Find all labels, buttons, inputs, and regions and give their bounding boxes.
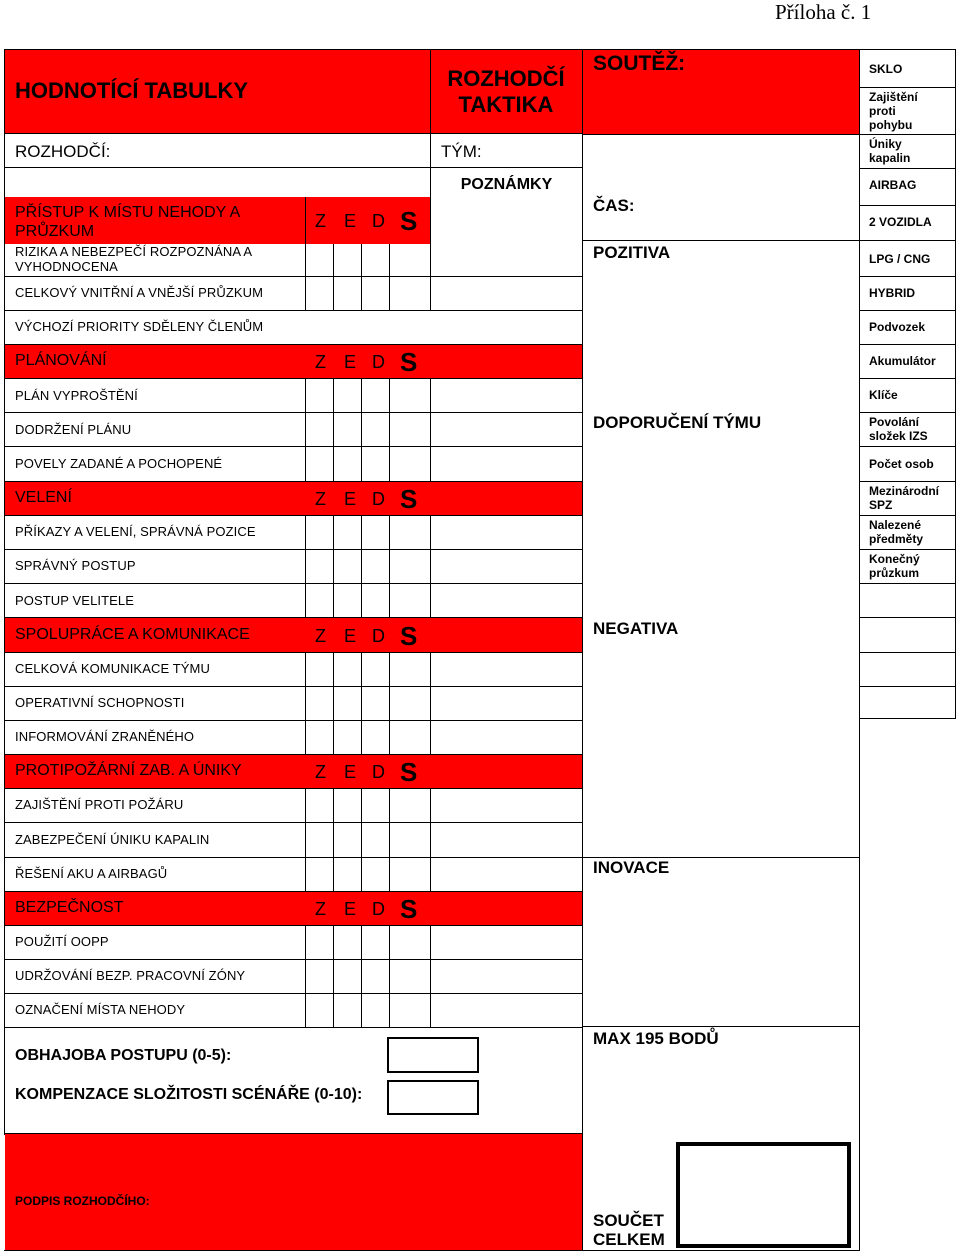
grade-s: S <box>400 206 418 236</box>
section-title-1: PŘÍSTUP K MÍSTU NEHODY A PRŮZKUM <box>15 204 240 240</box>
checklist-item-3: Úniky kapalin <box>869 137 911 165</box>
item-3-1: PŘÍKAZY A VELENÍ, SPRÁVNÁ POZICE <box>15 524 256 539</box>
section-title-2: PLÁNOVÁNÍ <box>15 352 107 369</box>
item-4-2: OPERATIVNÍ SCHOPNOSTI <box>15 695 185 710</box>
negatives-label: NEGATIVA <box>593 619 679 638</box>
grade-d: D <box>372 626 385 646</box>
item-4-1: CELKOVÁ KOMUNIKACE TÝMU <box>15 661 210 676</box>
complexity-score-box[interactable] <box>387 1080 479 1115</box>
grade-e: E <box>344 352 357 372</box>
section-title-6: BEZPEČNOST <box>15 899 124 916</box>
time-label: ČAS: <box>593 196 635 215</box>
grade-s: S <box>400 757 418 787</box>
item-1-3: VÝCHOZÍ PRIORITY SDĚLENY ČLENŮM <box>15 319 264 334</box>
grade-s: S <box>400 621 418 651</box>
item-1-1: RIZIKA A NEBEZPEČÍ ROZPOZNÁNA A VYHODNOCENA <box>15 244 252 274</box>
grade-e: E <box>344 211 357 231</box>
item-2-3: POVELY ZADANÉ A POCHOPENÉ <box>15 456 223 471</box>
checklist-item-12: Počet osob <box>869 457 934 471</box>
checklist-item-8: Podvozek <box>869 320 926 334</box>
signature-label: PODPIS ROZHODČÍHO: <box>15 1194 150 1208</box>
item-5-1: ZAJIŠTĚNÍ PROTI POŽÁRU <box>15 797 184 812</box>
total-label: SOUČET CELKEM <box>593 1211 665 1249</box>
grade-s: S <box>400 347 418 377</box>
team-recommendation-label: DOPORUČENÍ TÝMU <box>593 413 762 432</box>
checklist-item-13: Mezinárodní SPZ <box>869 484 940 512</box>
item-3-2: SPRÁVNÝ POSTUP <box>15 558 136 573</box>
grade-e: E <box>344 762 357 782</box>
grade-z: Z <box>315 352 326 372</box>
checklist-item-6: LPG / CNG <box>869 252 931 266</box>
item-6-1: POUŽITÍ OOPP <box>15 934 109 949</box>
checklist-item-14: Nalezené předměty <box>869 518 924 546</box>
grade-d: D <box>372 762 385 782</box>
item-2-2: DODRŽENÍ PLÁNU <box>15 422 132 437</box>
item-2-1: PLÁN VYPROŠTĚNÍ <box>15 388 138 403</box>
grade-d: D <box>372 211 385 231</box>
item-4-3: INFORMOVÁNÍ ZRANĚNÉHO <box>15 729 195 744</box>
section-bg-3 <box>5 481 582 515</box>
grade-d: D <box>372 352 385 372</box>
grade-e: E <box>344 489 357 509</box>
checklist-item-11: Povolání složek IZS <box>869 415 928 443</box>
checklist-item-7: HYBRID <box>869 286 916 300</box>
grade-s: S <box>400 894 418 924</box>
referee-label: ROZHODČÍ: <box>15 142 111 161</box>
annex-label: Příloha č. 1 <box>775 0 872 24</box>
item-5-3: ŘEŠENÍ AKU A AIRBAGŮ <box>15 866 168 881</box>
grade-z: Z <box>315 762 326 782</box>
positives-label: POZITIVA <box>593 243 671 262</box>
checklist-item-1: SKLO <box>869 62 903 76</box>
team-label: TÝM: <box>441 142 482 161</box>
section-title-4: SPOLUPRÁCE A KOMUNIKACE <box>15 626 250 643</box>
grade-z: Z <box>315 489 326 509</box>
checklist-item-4: AIRBAG <box>869 178 917 192</box>
grade-e: E <box>344 899 357 919</box>
defense-label: OBHAJOBA POSTUPU (0-5): <box>15 1047 232 1064</box>
notes-label: POZNÁMKY <box>460 176 553 193</box>
checklist-item-15: Konečný průzkum <box>869 552 920 580</box>
innovation-label: INOVACE <box>593 858 670 877</box>
item-3-3: POSTUP VELITELE <box>15 593 135 608</box>
grade-e: E <box>344 626 357 646</box>
total-score-box[interactable] <box>676 1142 851 1248</box>
grade-z: Z <box>315 899 326 919</box>
signature-block-bg <box>5 1133 582 1250</box>
checklist-item-10: Klíče <box>869 388 898 402</box>
item-1-2: CELKOVÝ VNITŘNÍ A VNĚJŠÍ PRŮZKUM <box>15 285 264 300</box>
checklist-item-5: 2 VOZIDLA <box>869 215 932 229</box>
grade-d: D <box>372 899 385 919</box>
defense-score-box[interactable] <box>387 1037 479 1073</box>
grade-s: S <box>400 484 418 514</box>
max-points-label: MAX 195 BODŮ <box>593 1029 719 1048</box>
section-title-3: VELENÍ <box>15 489 72 506</box>
grade-z: Z <box>315 626 326 646</box>
grade-z: Z <box>315 211 326 231</box>
item-6-3: OZNAČENÍ MÍSTA NEHODY <box>15 1002 186 1017</box>
complexity-label: KOMPENZACE SLOŽITOSTI SCÉNÁŘE (0-10): <box>15 1086 363 1103</box>
main-title: HODNOTÍCÍ TABULKY <box>15 78 249 103</box>
grade-d: D <box>372 489 385 509</box>
checklist-item-9: Akumulátor <box>869 354 936 368</box>
tactics-title: ROZHODČÍ TAKTIKA <box>447 66 565 117</box>
item-5-2: ZABEZPEČENÍ ÚNIKU KAPALIN <box>15 832 210 847</box>
checklist-item-2: Zajištění proti pohybu <box>869 90 918 132</box>
competition-label: SOUTĚŽ: <box>593 52 686 75</box>
item-6-2: UDRŽOVÁNÍ BEZP. PRACOVNÍ ZÓNY <box>15 968 246 983</box>
section-title-5: PROTIPOŽÁRNÍ ZAB. A ÚNIKY <box>15 762 242 779</box>
